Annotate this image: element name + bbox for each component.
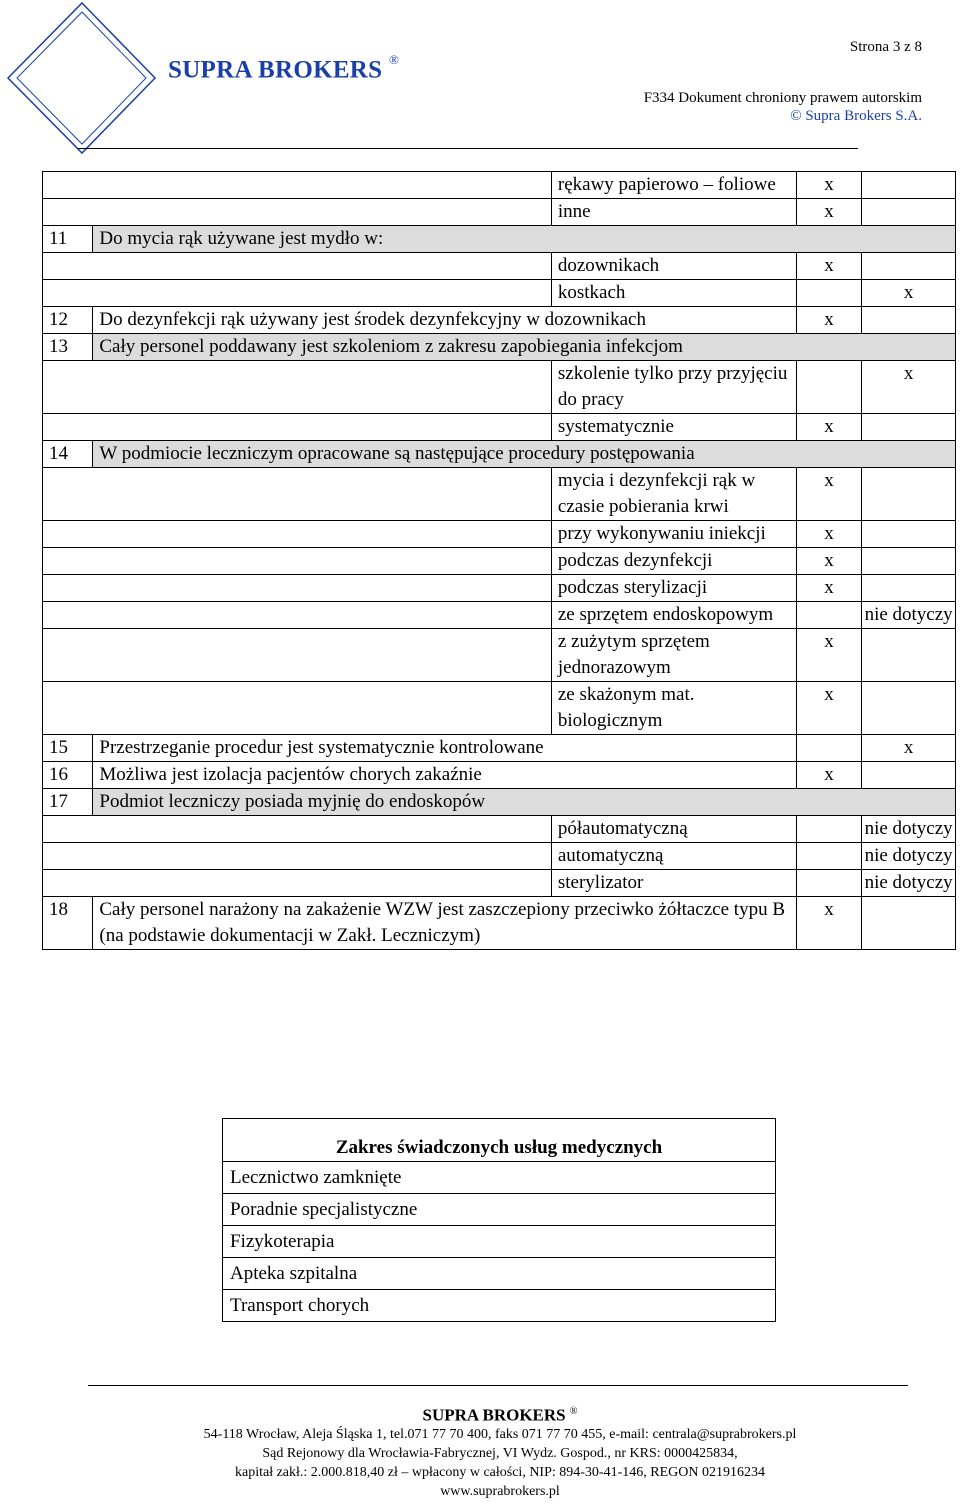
- blank-cell: [43, 253, 552, 280]
- question-text: Przestrzeganie procedur jest systematycznie kontrolowane: [93, 735, 796, 762]
- answer-mark: x: [862, 361, 956, 414]
- answer-mark: nie dotyczy: [862, 816, 956, 843]
- service-item: Poradnie specjalistyczne: [223, 1194, 776, 1226]
- option-label: dozownikach: [551, 253, 796, 280]
- header-divider: [78, 148, 858, 149]
- option-label: sterylizator: [551, 870, 796, 897]
- option-label: półautomatyczną: [551, 816, 796, 843]
- table-row: [43, 468, 956, 521]
- table-row: [43, 414, 956, 441]
- table-row: [43, 602, 956, 629]
- footer-divider: [88, 1385, 908, 1386]
- table-row: [43, 870, 956, 897]
- answer-mark: x: [796, 762, 862, 789]
- footer-website: www.suprabrokers.pl: [440, 1483, 560, 1499]
- option-label: inne: [551, 199, 796, 226]
- answer-mark: [862, 414, 956, 441]
- table-row: [43, 334, 956, 361]
- question-number: 13: [43, 334, 93, 361]
- option-label: z zużytym sprzętem jednorazowym: [551, 629, 796, 682]
- table-row: [43, 226, 956, 253]
- services-table: [222, 1118, 776, 1322]
- blank-cell: [43, 870, 552, 897]
- table-row: [43, 172, 956, 199]
- table-row: [43, 253, 956, 280]
- table-row: [43, 307, 956, 334]
- answer-mark: [796, 280, 862, 307]
- blank-cell: [43, 682, 552, 735]
- question-text: Do dezynfekcji rąk używany jest środek dezynfekcyjny w dozownikach: [93, 307, 796, 334]
- table-row: [43, 548, 956, 575]
- blank-cell: [43, 548, 552, 575]
- header-brand: SUPRA BROKERS ®: [168, 52, 400, 84]
- question-text: Podmiot leczniczy posiada myjnię do endoskopów: [93, 789, 956, 816]
- answer-mark: x: [796, 307, 862, 334]
- answer-mark: [796, 602, 862, 629]
- answer-mark: x: [796, 172, 862, 199]
- answer-mark: [796, 843, 862, 870]
- option-label: ze skażonym mat. biologicznym: [551, 682, 796, 735]
- answer-mark: [862, 897, 956, 950]
- blank-cell: [43, 629, 552, 682]
- answer-mark: x: [796, 521, 862, 548]
- footer-brand: SUPRA BROKERS ®: [422, 1405, 578, 1425]
- answer-mark: [862, 307, 956, 334]
- answer-mark: [862, 682, 956, 735]
- question-text: Cały personel poddawany jest szkoleniom z zakresu zapobiegania infekcjom: [93, 334, 956, 361]
- answer-mark: x: [796, 897, 862, 950]
- option-label: mycia i dezynfekcji rąk w czasie pobierania krwi: [551, 468, 796, 521]
- blank-cell: [43, 172, 552, 199]
- answer-mark: [862, 253, 956, 280]
- table-row: [43, 682, 956, 735]
- blank-cell: [43, 468, 552, 521]
- question-text: Cały personel narażony na zakażenie WZW jest zaszczepiony przeciwko żółtaczce typu B (na podstawie dokumentacji w Zakł. Leczniczym): [93, 897, 796, 950]
- option-label: podczas sterylizacji: [551, 575, 796, 602]
- blank-cell: [43, 816, 552, 843]
- doc-line: F334 Dokument chroniony prawem autorskim: [643, 90, 922, 106]
- option-label: podczas dezynfekcji: [551, 548, 796, 575]
- logo-diamond-icon: [0, 0, 170, 160]
- blank-cell: [43, 199, 552, 226]
- answer-mark: nie dotyczy: [862, 602, 956, 629]
- answer-mark: [796, 816, 862, 843]
- question-number: 12: [43, 307, 93, 334]
- table-row: [43, 199, 956, 226]
- question-number: 18: [43, 897, 93, 950]
- question-number: 17: [43, 789, 93, 816]
- option-label: automatyczną: [551, 843, 796, 870]
- question-text: Do mycia rąk używane jest mydło w:: [93, 226, 956, 253]
- answer-mark: [862, 521, 956, 548]
- service-item: Fizykoterapia: [223, 1226, 776, 1258]
- option-label: rękawy papierowo – foliowe: [551, 172, 796, 199]
- table-row: [43, 816, 956, 843]
- table-row: [43, 629, 956, 682]
- answer-mark: [862, 468, 956, 521]
- footer: [0, 1402, 960, 1501]
- option-label: ze sprzętem endoskopowym: [551, 602, 796, 629]
- answer-mark: x: [796, 548, 862, 575]
- table-row: [43, 521, 956, 548]
- answer-mark: x: [796, 468, 862, 521]
- table-row: [43, 897, 956, 950]
- answer-mark: x: [862, 280, 956, 307]
- table-row: [43, 735, 956, 762]
- question-number: 15: [43, 735, 93, 762]
- footer-court: Sąd Rejonowy dla Wrocławia-Fabrycznej, VI Wydz. Gospod., nr KRS: 0000425834,: [262, 1445, 738, 1461]
- table-row: [43, 441, 956, 468]
- answer-mark: [796, 361, 862, 414]
- blank-cell: [43, 361, 552, 414]
- answer-mark: [862, 548, 956, 575]
- answer-mark: x: [862, 735, 956, 762]
- table-row: [43, 280, 956, 307]
- answer-mark: x: [796, 199, 862, 226]
- answer-mark: [796, 735, 862, 762]
- table-row: [43, 843, 956, 870]
- table-row: [43, 762, 956, 789]
- table-row: [43, 575, 956, 602]
- questionnaire-table: [42, 171, 956, 950]
- service-item: Apteka szpitalna: [223, 1258, 776, 1290]
- service-item: Transport chorych: [223, 1290, 776, 1322]
- table-row: [43, 361, 956, 414]
- answer-mark: x: [796, 414, 862, 441]
- blank-cell: [43, 843, 552, 870]
- service-item: Lecznictwo zamknięte: [223, 1162, 776, 1194]
- page-number: Strona 3 z 8: [849, 39, 922, 55]
- answer-mark: [862, 575, 956, 602]
- question-number: 14: [43, 441, 93, 468]
- answer-mark: [862, 199, 956, 226]
- answer-mark: x: [796, 575, 862, 602]
- blank-cell: [43, 575, 552, 602]
- option-label: systematycznie: [551, 414, 796, 441]
- footer-capital: kapitał zakł.: 2.000.818,40 zł – wpłacony w całości, NIP: 894-30-41-146, REGON 021916234: [235, 1464, 765, 1480]
- answer-mark: x: [796, 682, 862, 735]
- blank-cell: [43, 414, 552, 441]
- answer-mark: [862, 762, 956, 789]
- footer-address: 54-118 Wrocław, Aleja Śląska 1, tel.071 77 70 400, faks 071 77 70 455, e-mail: centrala@suprabrokers.pl: [203, 1426, 797, 1442]
- copyright-line: © Supra Brokers S.A.: [790, 108, 922, 124]
- answer-mark: [862, 629, 956, 682]
- question-text: W podmiocie leczniczym opracowane są następujące procedury postępowania: [93, 441, 956, 468]
- answer-mark: x: [796, 253, 862, 280]
- table-row: [43, 789, 956, 816]
- answer-mark: [796, 870, 862, 897]
- blank-cell: [43, 602, 552, 629]
- answer-mark: nie dotyczy: [862, 870, 956, 897]
- blank-cell: [43, 521, 552, 548]
- blank-cell: [43, 280, 552, 307]
- header-copyright: [644, 89, 922, 125]
- option-label: kostkach: [551, 280, 796, 307]
- question-text: Możliwa jest izolacja pacjentów chorych zakaźnie: [93, 762, 796, 789]
- option-label: szkolenie tylko przy przyjęciu do pracy: [551, 361, 796, 414]
- option-label: przy wykonywaniu iniekcji: [551, 521, 796, 548]
- answer-mark: nie dotyczy: [862, 843, 956, 870]
- answer-mark: [862, 172, 956, 199]
- services-title: Zakres świadczonych usług medycznych: [223, 1119, 776, 1162]
- question-number: 11: [43, 226, 93, 253]
- question-number: 16: [43, 762, 93, 789]
- answer-mark: x: [796, 629, 862, 682]
